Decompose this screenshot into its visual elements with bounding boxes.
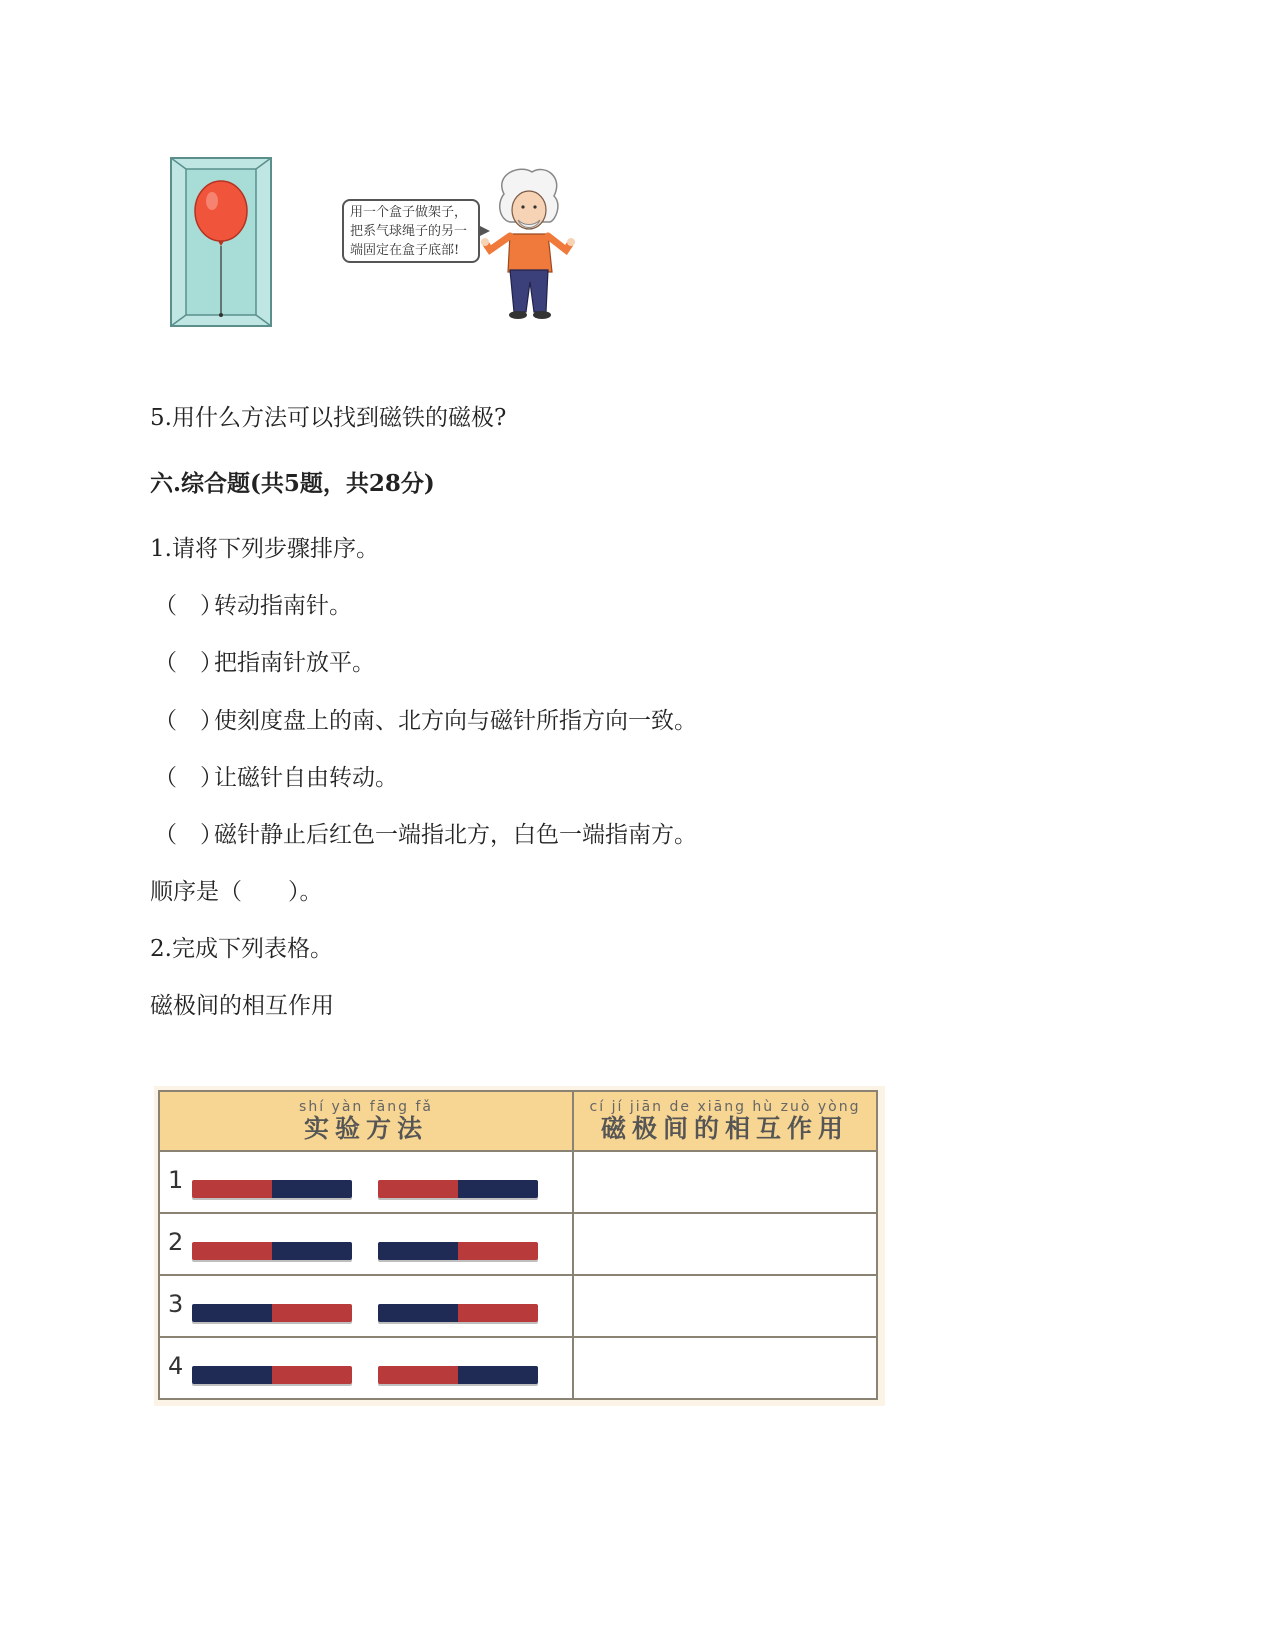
bar-magnet: [378, 1180, 538, 1198]
step-text: 让磁针自由转动。: [214, 765, 398, 791]
table-subtitle: 磁极间的相互作用: [150, 993, 334, 1019]
order-answer-line[interactable]: 顺序是（ ）。: [150, 879, 323, 905]
header-interaction-text: 磁极间的相互作用: [600, 1113, 849, 1143]
answer-paren[interactable]: （ ）: [154, 765, 223, 791]
scientist-figure-illustration: [480, 164, 576, 320]
table-row: [159, 1337, 877, 1399]
step-item: [154, 820, 697, 850]
step-item: [154, 591, 352, 621]
method-cell: [159, 1275, 573, 1337]
speech-line: 用一个盒子做架子，: [350, 205, 468, 220]
balloon-box-illustration: [170, 157, 272, 327]
speech-bubble: [342, 199, 480, 263]
interaction-answer-cell[interactable]: [573, 1275, 877, 1337]
speech-line: 把系气球绳子的另一: [350, 224, 468, 239]
row-number: 2: [168, 1228, 184, 1256]
magnet-table: [158, 1090, 878, 1400]
header-interaction-pinyin: cí jí jiān de xiāng hù zuò yòng: [589, 1098, 861, 1115]
interaction-answer-cell[interactable]: [573, 1337, 877, 1399]
bar-magnet: [192, 1366, 352, 1384]
bar-magnet: [378, 1242, 538, 1260]
interaction-answer-cell[interactable]: [573, 1151, 877, 1213]
row-number: 4: [168, 1352, 184, 1380]
step-item: [154, 763, 398, 793]
question-5: 5.用什么方法可以找到磁铁的磁极?: [150, 405, 507, 431]
section-6-title: 六.综合题(共5题，共28分): [150, 470, 435, 497]
row-number: 1: [168, 1166, 184, 1194]
bar-magnet: [378, 1366, 538, 1384]
step-item: [154, 648, 375, 678]
magnet-table-panel: [154, 1086, 885, 1406]
header-interaction: [573, 1091, 877, 1151]
answer-paren[interactable]: （ ）: [154, 593, 223, 619]
table-row: [159, 1151, 877, 1213]
question-1-title: 1.请将下列步骤排序。: [150, 536, 379, 562]
step-text: 磁针静止后红色一端指北方，白色一端指南方。: [214, 822, 697, 848]
header-method-text: 实验方法: [303, 1113, 428, 1143]
table-row: [159, 1213, 877, 1275]
answer-paren[interactable]: （ ）: [154, 822, 223, 848]
step-text: 把指南针放平。: [214, 650, 375, 676]
bar-magnet: [378, 1304, 538, 1322]
step-text: 转动指南针。: [214, 593, 352, 619]
step-text: 使刻度盘上的南、北方向与磁针所指方向一致。: [214, 708, 697, 734]
method-cell: [159, 1213, 573, 1275]
method-cell: [159, 1337, 573, 1399]
table-header-row: [159, 1091, 877, 1151]
speech-line: 端固定在盒子底部!: [350, 243, 460, 258]
method-cell: [159, 1151, 573, 1213]
answer-paren[interactable]: （ ）: [154, 708, 223, 734]
answer-paren[interactable]: （ ）: [154, 650, 223, 676]
row-number: 3: [168, 1290, 184, 1318]
header-method-pinyin: shí yàn fāng fǎ: [299, 1098, 433, 1115]
question-2-title: 2.完成下列表格。: [150, 936, 333, 962]
table-row: [159, 1275, 877, 1337]
step-item: [154, 706, 697, 736]
bar-magnet: [192, 1304, 352, 1322]
header-method: [159, 1091, 573, 1151]
interaction-answer-cell[interactable]: [573, 1213, 877, 1275]
bar-magnet: [192, 1242, 352, 1260]
bar-magnet: [192, 1180, 352, 1198]
